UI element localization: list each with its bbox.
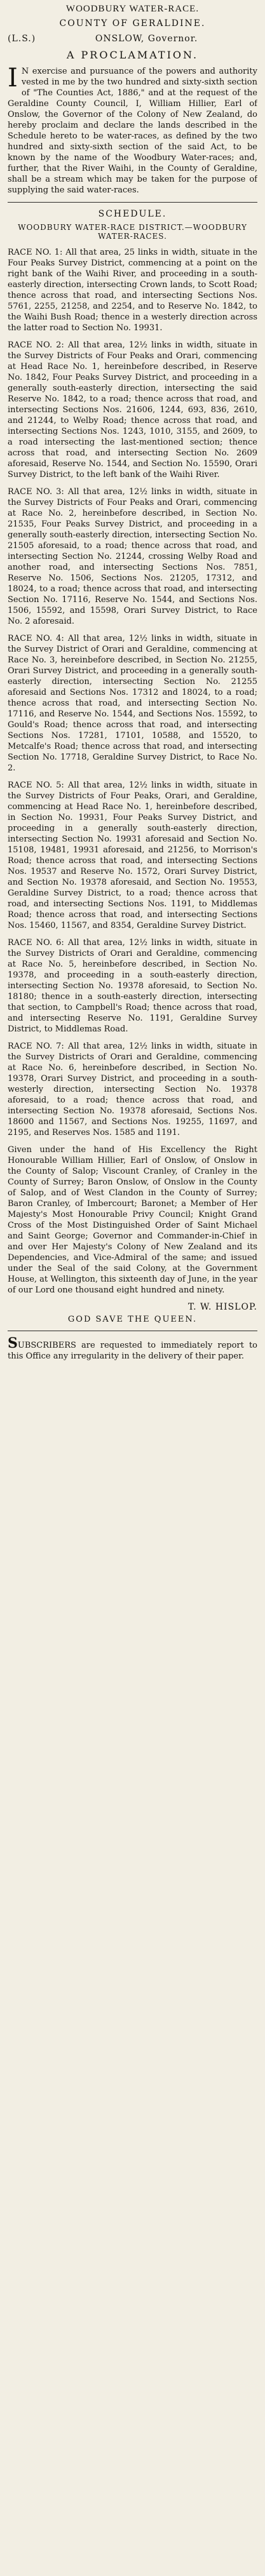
race-paragraph-6: RACE NO. 6: All that area, 12½ links in width, situate in the Survey Districts of Orari and Geraldine, commencing at Race No. 5, hereinbefore described, in Section No. 19378, and proceeding in a south-easterly direction, intersecting Section No. 19378 aforesaid, to Section No. 18180; thence in a south-easterly direction, intersecting that section, to Campbell's Road; thence across that road, and intersecting Reserve No. 1191, Geraldine Survey District, to Middlemas Road. — [8, 938, 257, 1034]
race-paragraph-2: RACE NO. 2: All that area, 12½ links in width, situate in the Survey Districts of Four Peaks and Orari, commencing at Head Race No. 1, hereinbefore described, in Reserve No. 1842, Four Peaks Survey District, and proceeding in a generally south-easterly direction, intersecting the said Reserve No. 1842, to a road; thence across that road, and intersecting Sections Nos. 21606, 1244, 693, 836, 2610, and 21244, to Welby Road; thence across that road, and intersecting Sections Nos. 1243, 1010, 3155, and 2609, to a road intersecting the last-mentioned section; thence across that road, and intersecting Section No. 2609 aforesaid, Reserve No. 1544, and Section No. 15590, Orari Survey District, to the left bank of the Waihi River. — [8, 340, 257, 480]
subscribers-notice — [8, 1335, 257, 1362]
god-save-the-queen: GOD SAVE THE QUEEN. — [67, 1315, 198, 1324]
governor-signature: ONSLOW, Governor. — [95, 34, 198, 44]
proclamation-text: N exercise and pursuance of the powers and authority vested in me by the two hundred and sixty-sixth section of "The Counties Act, 1886," and at the request of the Geraldine County Council, I, William Hillier, Earl of Onslow, the Governor of the Colony of New Zealand, do hereby proclaim and declare the lands described in the Schedule hereto to be water-races, as defined by the two hundred and sixty-sixth section of the said Act, to be known by the name of the Woodbury Water-races; and, further, that the River Waihi, in the County of Geraldine, shall be a stream which may be taken for the purpose of supplying the said water-races. — [8, 67, 257, 195]
signatory-name: T. W. HISLOP. — [187, 1302, 257, 1312]
race-paragraph-3: RACE NO. 3: All that area, 12½ links in width, situate in the Survey Districts of Four Peaks and Orari, commencing at Race No. 2, hereinbefore described, in Section No. 21535, Four Peaks Survey District, and proceeding in a generally south-easterly direction, intersecting Section No. 21505 aforesaid, to a road; thence across that road, and intersecting Section No. 21244, crossing Welby Road and another road, and intersecting Sections Nos. 7851, Reserve No. 1506, Sections Nos. 21205, 17312, and 18024, to a road; thence across that road, and intersecting Section No. 17116, Reserve No. 1544, and Sections Nos. 1506, 15592, and 15598, Orari Survey District, to Race No. 2 aforesaid. — [8, 487, 257, 626]
section-divider — [8, 202, 257, 203]
given-under-hand: Given under the hand of His Excellency the Right Honourable William Hillier, Earl of Onslow, of Onslow in the County of Salop; Viscount Cranley, of Cranley in the County of Surrey; Baron Onslow, of Onslow in the County of Salop, and of West Clandon in the County of Surrey; Baron Cranley, of Imbercourt; Baronet; a Member of Her Majesty's Most Honourable Privy Council; Knight Grand Cross of the Most Distinguished Order of Saint Michael and Saint George; Governor and Commander-in-Chief in and over Her Majesty's Colony of New Zealand and its Dependencies, and Vice-Admiral of the same; and issued under the Seal of the said Colony, at the Government House, at Wellington, this sixteenth day of June, in the year of our Lord one thousand eight hundred and ninety. — [8, 1145, 257, 1295]
seal-governor-row — [8, 34, 257, 44]
race-paragraph-1: RACE NO. 1: All that area, 25 links in width, situate in the Four Peaks Survey District, commencing at a point on the right bank of the Waihi River, and proceeding in a south-easterly direction, intersecting Crown lands, to Scott Road; thence across that road, and intersecting Sections Nos. 5761, 2255, 21258, and 2254, and to Reserve No. 1842, to the Waihi Bush Road; thence in a westerly direction across the latter road to Section No. 19931. — [8, 248, 257, 333]
column-clip — [8, 4, 257, 2576]
proclamation-body — [8, 66, 257, 196]
race-paragraph-7: RACE NO. 7: All that area, 12½ links in width, situate in the Survey Districts of Orari and Geraldine, commencing at Race No. 6, hereinbefore described, in Section No. 19378, Orari Survey District, and proceeding in a south-westerly direction, intersecting Section No. 19378 aforesaid, to a road; thence across that road, and intersecting Section No. 19378 aforesaid, Sections Nos. 18600 and 11567, and Sections Nos. 19255, 11697, and 2195, and Reserves Nos. 1585 and 1191. — [8, 1042, 257, 1137]
notice-cap: S — [8, 1335, 18, 1352]
drop-cap: I — [8, 64, 18, 93]
county-heading: COUNTY OF GERALDINE. — [59, 18, 206, 29]
schedule-subtitle: WOODBURY WATER-RACE DISTRICT.—WOODBURY WATER-RACES. — [18, 223, 247, 241]
schedule-title: SCHEDULE. — [98, 209, 167, 219]
seal-mark: (L.S.) — [8, 34, 36, 44]
race-paragraph-5: RACE NO. 5: All that area, 12½ links in width, situate in the Survey Districts of Four Peaks, Orari, and Geraldine, commencing at Head Race No. 1, hereinbefore described, in Section No. 19931, Four Peaks Survey District, and proceeding in a generally south-easterly direction, intersecting Section No. 19931 aforesaid and Section No. 15108, 19481, 19931 aforesaid, and 21256, to Morrison's Road; thence across that road, and intersecting Sections Nos. 19537 and Reserve No. 1572, Orari Survey District, and Section No. 19378 aforesaid, and Section No. 19553, Geraldine Survey District, to a road; thence across that road, and intersecting Sections Nos. 1191, to Middlemas Road; thence across that road, and intersecting Sections Nos. 15460, 11567, and 8354, Geraldine Survey District. — [8, 781, 257, 930]
page-title: WOODBURY WATER-RACE. — [65, 4, 200, 14]
notice-text: UBSCRIBERS are requested to immediately report to this Office any irregularity in the delivery of their paper. — [8, 1341, 257, 1361]
race-paragraph-4: RACE NO. 4: All that area, 12½ links in width, situate in the Survey District of Orari and Geraldine, commencing at Race No. 3, hereinbefore described, in Section No. 21255, Orari Survey District, and proceeding in a generally south-easterly direction, intersecting Section No. 21255 aforesaid and Sections Nos. 17312 and 18024, to a road; thence across that road, and intersecting Section No. 17116, and Reserve No. 1544, and Sections Nos. 15592, to Gould's Road; thence across that road, and intersecting Sections Nos. 17281, 17101, 10588, and 15520, to Metcalfe's Road; thence across that road, and intersecting Section No. 17718, Geraldine Survey District, to Race No. 2. — [8, 634, 257, 773]
proclamation-heading: A PROCLAMATION. — [66, 49, 199, 61]
